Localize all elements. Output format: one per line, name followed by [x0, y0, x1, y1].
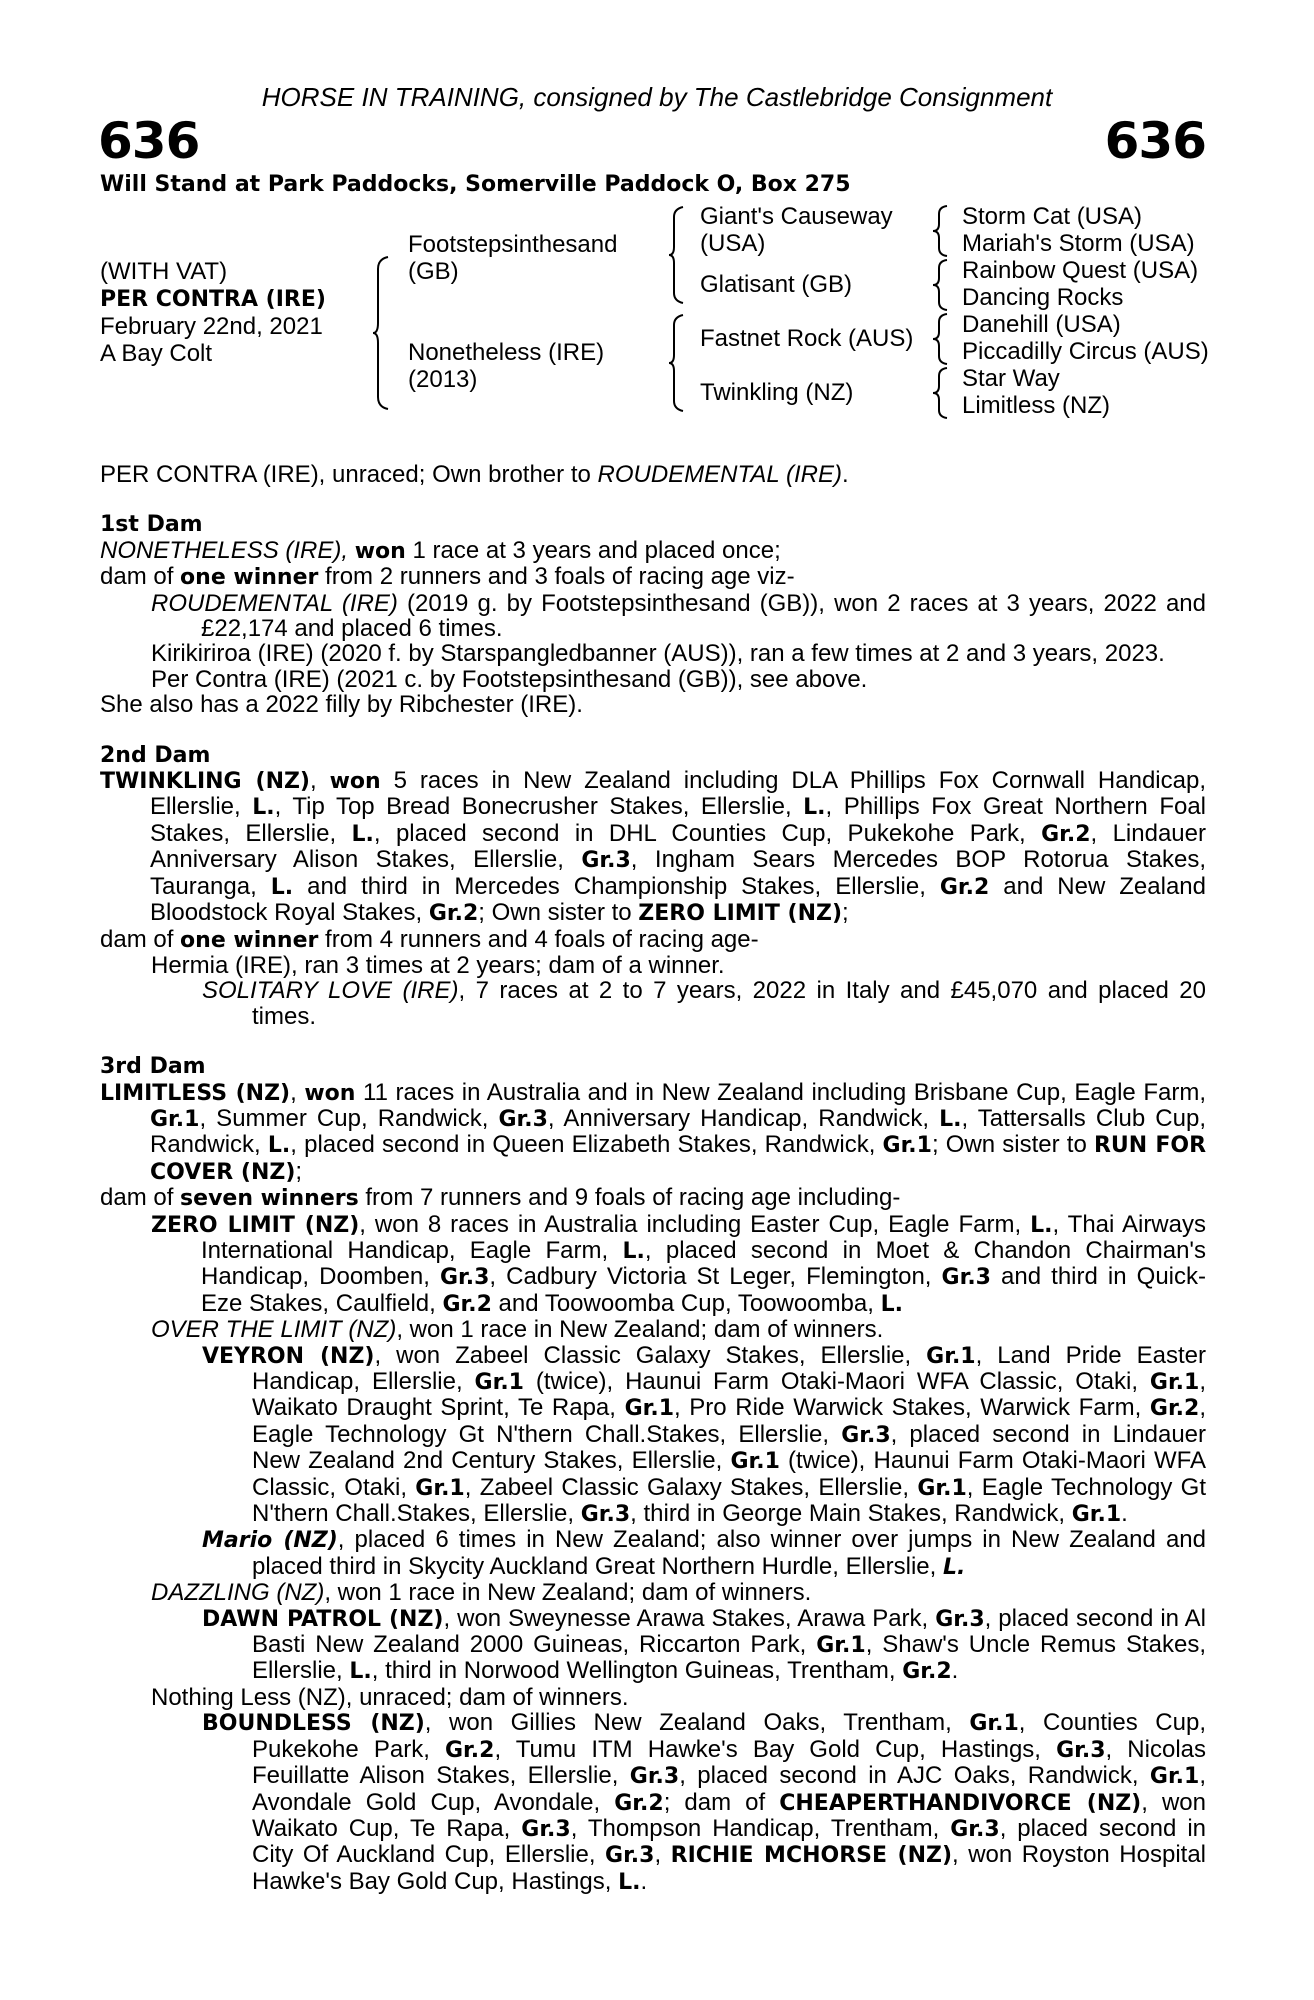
- produce-dazzling: DAZZLING (NZ), won 1 race in New Zealand; dam of winners.: [151, 1579, 812, 1607]
- stabling-location: Will Stand at Park Paddocks, Somerville Paddock O, Box 275: [100, 172, 851, 197]
- brace-sire-line: [668, 205, 688, 305]
- first-dam-record: NONETHELESS (IRE), won 1 race at 3 years and placed once;: [100, 536, 781, 564]
- produce-over-the-limit: OVER THE LIMIT (NZ), won 1 race in New Zealand; dam of winners.: [151, 1316, 884, 1344]
- grandsire-paternal: Giant's Causeway (USA): [700, 203, 893, 257]
- granddam-maternal: Twinkling (NZ): [700, 379, 854, 406]
- third-dam-record: LIMITLESS (NZ), won 11 races in Australia and in New Zealand including Brisbane Cup, Eagle Farm, Gr.1, Summer Cup, Randwick, Gr.3, Anniversary Handicap, Randwick, L., Tattersalls Club Cup, Randwick, L., placed second in Queen Elizabeth Stakes, Randwick, Gr.1; Own sister to RUN FOR COVER (NZ);: [100, 1078, 1207, 1185]
- second-dam-produce: dam of one winner from 4 runners and 4 foals of racing age-: [100, 925, 759, 953]
- gg-ancestor-5: Danehill (USA): [962, 311, 1121, 338]
- sire-name: Footstepsinthesand (GB): [408, 231, 618, 285]
- produce-nothing-less: Nothing Less (NZ), unraced; dam of winners.: [151, 1683, 629, 1711]
- gg-ancestor-6: Piccadilly Circus (AUS): [962, 338, 1209, 365]
- lot-number-left: 636: [98, 112, 200, 170]
- catalogue-header: HORSE IN TRAINING, consigned by The Castlebridge Consignment: [261, 82, 1053, 112]
- gg-ancestor-8: Limitless (NZ): [962, 392, 1110, 419]
- gg-ancestor-1: Storm Cat (USA): [962, 203, 1143, 230]
- first-dam-produce: dam of one winner from 2 runners and 3 foals of racing age viz-: [100, 563, 795, 591]
- grandsire-maternal: Fastnet Rock (AUS): [700, 325, 914, 352]
- brace-gg1: [932, 204, 952, 258]
- third-dam-heading: 3rd Dam: [100, 1054, 206, 1080]
- foaling-date: February 22nd, 2021: [100, 313, 323, 340]
- produce-zero-limit: ZERO LIMIT (NZ), won 8 races in Australia including Easter Cup, Eagle Farm, L., Thai Airways International Handicap, Eagle Farm, L., placed second in Moet & Chandon Chairman's Handicap, Doomben, Gr.3, Cadbury Victoria St Leger, Flemington, Gr.3 and third in Quick-Eze Stakes, Caulfield, Gr.2 and Toowoomba Cup, Toowoomba, L.: [151, 1210, 1206, 1317]
- gg-ancestor-4: Dancing Rocks: [962, 284, 1124, 311]
- horse-name: PER CONTRA (IRE): [100, 287, 326, 312]
- first-dam-foal-note: She also has a 2022 filly by Ribchester (IRE).: [100, 691, 583, 719]
- second-dam-record: TWINKLING (NZ), won 5 races in New Zealand including DLA Phillips Fox Cornwall Handicap, Ellerslie, L., Tip Top Bread Bonecrusher Stakes, Ellerslie, L., Phillips Fox Great Northern Foal Stakes, Ellerslie, L., placed second in DHL Counties Cup, Pukekohe Park, Gr.2, Lindauer Anniversary Alison Stakes, Ellerslie, Gr.3, Ingham Sears Mercedes BOP Rotorua Stakes, Tauranga, L. and third in Mercedes Championship Stakes, Ellerslie, Gr.2 and New Zealand Bloodstock Royal Stakes, Gr.2; Own sister to ZERO LIMIT (NZ);: [100, 767, 1207, 927]
- produce-kirikiriroa: Kirikiriroa (IRE) (2020 f. by Starspangledbanner (AUS)), ran a few times at 2 and 3 years, 2023.: [151, 640, 1165, 668]
- produce-veyron: VEYRON (NZ), won Zabeel Classic Galaxy Stakes, Ellerslie, Gr.1, Land Pride Easter Handicap, Ellerslie, Gr.1 (twice), Haunui Farm Otaki-Maori WFA Classic, Otaki, Gr.1, Waikato Draught Sprint, Te Rapa, Gr.1, Pro Ride Warwick Stakes, Warwick Farm, Gr.2, Eagle Technology Gt N'thern Chall.Stakes, Ellerslie, Gr.3, placed second in Lindauer New Zealand 2nd Century Stakes, Ellerslie, Gr.1 (twice), Haunui Farm Otaki-Maori WFA Classic, Otaki, Gr.1, Zabeel Classic Galaxy Stakes, Ellerslie, Gr.1, Eagle Technology Gt N'thern Chall.Stakes, Ellerslie, Gr.3, third in George Main Stakes, Randwick, Gr.1.: [202, 1341, 1207, 1528]
- third-dam-produce: dam of seven winners from 7 runners and 9 foals of racing age including-: [100, 1184, 901, 1212]
- gg-ancestor-3: Rainbow Quest (USA): [962, 257, 1199, 284]
- lot-number-right: 636: [1104, 112, 1206, 170]
- brace-gg3: [932, 312, 952, 366]
- horse-description: A Bay Colt: [100, 340, 213, 367]
- produce-dawn-patrol: DAWN PATROL (NZ), won Sweynesse Arawa Stakes, Arawa Park, Gr.3, placed second in Al Basti New Zealand 2000 Guineas, Riccarton Park, Gr.1, Shaw's Uncle Remus Stakes, Ellerslie, L., third in Norwood Wellington Guineas, Trentham, Gr.2.: [202, 1604, 1206, 1685]
- produce-roudemental: ROUDEMENTAL (IRE) (2019 g. by Footstepsinthesand (GB)), won 2 races at 3 years, 2022 and £22,174 and placed 6 times.: [151, 589, 1207, 643]
- gg-ancestor-7: Star Way: [962, 365, 1060, 392]
- produce-mario: Mario (NZ), placed 6 times in New Zealand; also winner over jumps in New Zealand and placed third in Skycity Auckland Great Northern Hurdle, Ellerslie, L.: [202, 1526, 1206, 1580]
- pedigree-notes: [100, 462, 1206, 1895]
- intro-line: PER CONTRA (IRE), unraced; Own brother to ROUDEMENTAL (IRE).: [100, 461, 849, 488]
- produce-per-contra: Per Contra (IRE) (2021 c. by Footstepsinthesand (GB)), see above.: [151, 665, 868, 693]
- granddam-paternal: Glatisant (GB): [700, 271, 853, 298]
- produce-boundless: BOUNDLESS (NZ), won Gillies New Zealand Oaks, Trentham, Gr.1, Counties Cup, Pukekohe Park, Gr.2, Tumu ITM Hawke's Bay Gold Cup, Hastings, Gr.3, Nicolas Feuillatte Alison Stakes, Ellerslie, Gr.3, placed second in AJC Oaks, Randwick, Gr.1, Avondale Gold Cup, Avondale, Gr.2; dam of CHEAPERTHANDIVORCE (NZ), won Waikato Cup, Te Rapa, Gr.3, Thompson Handicap, Trentham, Gr.3, placed second in City Of Auckland Cup, Ellerslie, Gr.3, RICHIE MCHORSE (NZ), won Royston Hospital Hawke's Bay Gold Cup, Hastings, L..: [202, 1709, 1207, 1895]
- brace-dam-line: [668, 313, 688, 413]
- brace-gg4: [932, 366, 952, 420]
- dam-name: Nonetheless (IRE) (2013): [408, 339, 605, 393]
- brace-gg2: [932, 258, 952, 312]
- brace-sire-dam: [372, 255, 394, 411]
- second-dam-heading: 2nd Dam: [100, 742, 211, 768]
- produce-solitary-love: SOLITARY LOVE (IRE), 7 races at 2 to 7 years, 2022 in Italy and £45,070 and placed 20 times.: [202, 977, 1207, 1030]
- first-dam-heading: 1st Dam: [100, 512, 203, 538]
- produce-hermia: Hermia (IRE), ran 3 times at 2 years; dam of a winner.: [151, 951, 725, 979]
- gg-ancestor-2: Mariah's Storm (USA): [962, 230, 1195, 257]
- vat-note: (WITH VAT): [100, 258, 228, 285]
